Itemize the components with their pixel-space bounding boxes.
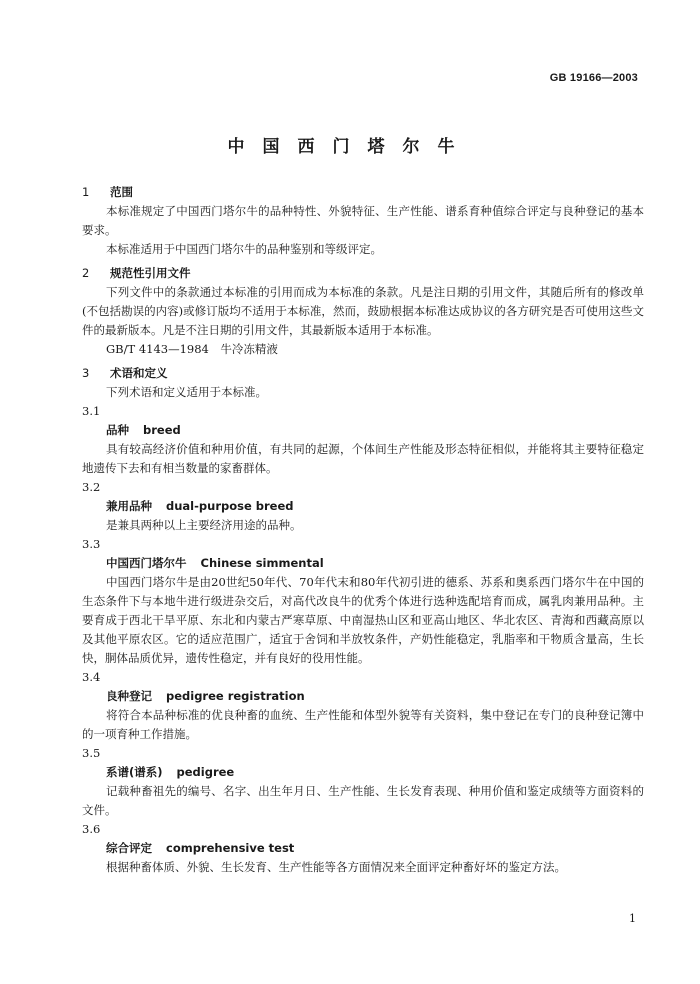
term-heading [82,763,644,782]
clause-number: 3.1 [82,404,101,418]
term-chinese: 兼用品种 [106,499,152,513]
term-heading [82,497,644,516]
page-number: 1 [629,912,636,925]
document-body [82,183,644,877]
term-heading [82,554,644,573]
term-english: pedigree [176,765,235,779]
term-definition: 中国西门塔尔牛是由20世纪50年代、70年代末和80年代初引进的德系、苏系和奥系西门塔尔牛在中国的生态条件下与本地牛进行级进杂交后，对高代改良牛的优秀个体进行选种选配培育而成，属乳肉兼用品种。主要育成于西北干旱平原、东北和内蒙古严寒草原、中南湿热山区和亚高山地区、华北农区、青海和西藏高原以及其他平原农区。它的适应范围广，适宜于舍饲和半放牧条件，产奶性能稳定，乳脂率和干物质含量高，生长快，胴体品质优异，遗传性稳定，并有良好的役用性能。 [82,575,644,665]
section-number: 3 [82,366,90,380]
page-title: 中国西门塔尔牛 [227,137,473,157]
term-chinese: 综合评定 [106,841,152,855]
term-heading [82,687,644,706]
clause-number: 3.3 [82,537,101,551]
paragraph: 本标准规定了中国西门塔尔牛的品种特性、外貌特征、生产性能、谱系育种值综合评定与良种登记的基本要求。 [82,204,644,237]
term-definition: 是兼具两种以上主要经济用途的品种。 [106,518,302,532]
term-chinese: 中国西门塔尔牛 [106,556,187,570]
paragraph: 下列文件中的条款通过本标准的引用而成为本标准的条款。凡是注日期的引用文件，其随后所有的修改单(不包括勘误的内容)或修订版均不适用于本标准，然而，鼓励根据本标准达成协议的各方研究是否可使用这些文件的最新版本。凡是不注日期的引用文件，其最新版本适用于本标准。 [82,285,644,337]
term-english: pedigree registration [166,689,305,703]
clause-number: 3.6 [82,822,101,836]
term-definition: 记载种畜祖先的编号、名字、出生年月日、生产性能、生长发育表现、种用价值和鉴定成绩等方面资料的文件。 [82,784,644,817]
clause-number: 3.4 [82,670,101,684]
term-chinese: 良种登记 [106,689,152,703]
term-heading [82,421,644,440]
clause-number: 3.2 [82,480,101,494]
section-number: 1 [82,185,90,199]
term-chinese: 品种 [106,423,129,437]
term-english: breed [143,423,181,437]
section-heading-scope [82,183,644,202]
term-chinese: 系谱(谱系) [106,765,163,779]
standard-code: GB 19166—2003 [549,72,638,84]
section-title: 术语和定义 [110,366,168,380]
term-heading [82,839,644,858]
section-heading-terms [82,364,644,383]
term-english: comprehensive test [166,841,295,855]
section-number: 2 [82,266,90,280]
term-english: Chinese simmental [200,556,324,570]
term-definition: 根据种畜体质、外貌、生长发育、生产性能等各方面情况来全面评定种畜好坏的鉴定方法。 [106,860,566,874]
term-definition: 具有较高经济价值和种用价值，有共同的起源，个体间生产性能及形态特征相似，并能将其主要特征稳定地遗传下去和有相当数量的家畜群体。 [82,442,644,475]
section-heading-normative-references [82,264,644,283]
section-title: 规范性引用文件 [110,266,191,280]
paragraph: 本标准适用于中国西门塔尔牛的品种鉴别和等级评定。 [106,242,382,256]
paragraph: 下列术语和定义适用于本标准。 [106,385,267,399]
reference-entry: GB/T 4143—1984 牛冷冻精液 [106,342,278,356]
clause-number: 3.5 [82,746,101,760]
term-definition: 将符合本品种标准的优良种畜的血统、生产性能和体型外貌等有关资料，集中登记在专门的良种登记簿中的一项育种工作措施。 [82,708,644,741]
term-english: dual-purpose breed [166,499,294,513]
section-title: 范围 [110,185,133,199]
